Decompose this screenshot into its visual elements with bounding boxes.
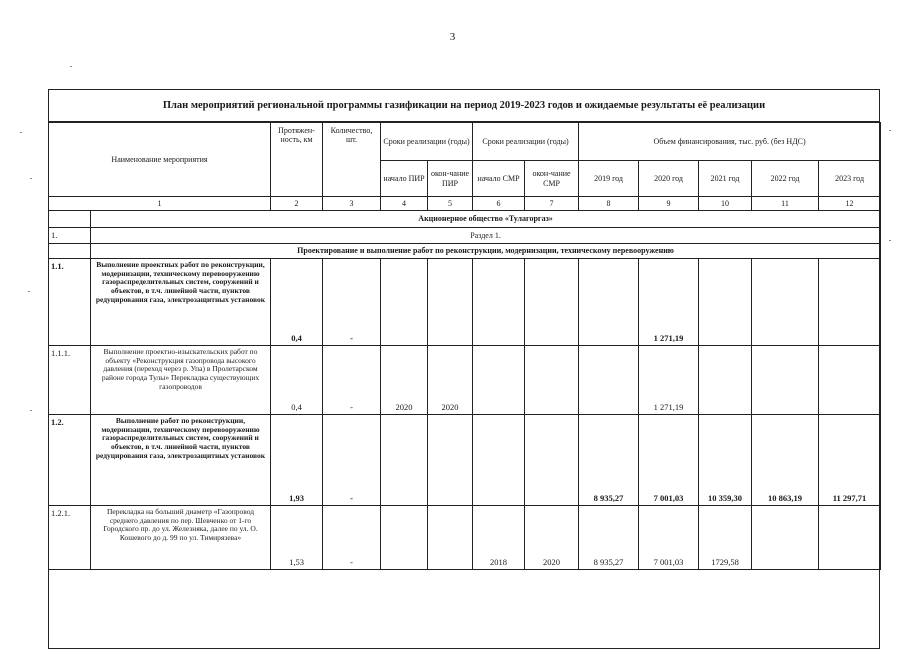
header-year-2019: 2019 год bbox=[579, 161, 639, 197]
row-smr-end bbox=[525, 415, 579, 506]
header-smr-start: начало СМР bbox=[473, 161, 525, 197]
row-smr-end bbox=[525, 259, 579, 346]
column-number: 9 bbox=[639, 197, 699, 211]
table-row bbox=[49, 259, 881, 346]
row-y2021: 10 359,30 bbox=[699, 415, 752, 506]
table-row bbox=[49, 415, 881, 506]
column-number: 7 bbox=[525, 197, 579, 211]
header-name: Наименование мероприятия bbox=[49, 123, 271, 197]
row-y2022 bbox=[752, 259, 819, 346]
header-smr-period: Сроки реализации (годы) bbox=[473, 123, 579, 161]
row-pir-start bbox=[381, 506, 428, 570]
scan-speck bbox=[28, 291, 30, 292]
row-y2023: 11 297,71 bbox=[819, 415, 881, 506]
column-number: 1 bbox=[49, 197, 271, 211]
row-y2019 bbox=[579, 259, 639, 346]
row-quantity: - bbox=[323, 415, 381, 506]
row-pir-end bbox=[428, 259, 473, 346]
row-code: 1.2.1. bbox=[49, 506, 91, 570]
row-description: Выполнение проектно-изыскательских работ по объекту «Реконструкция газопровода высокого давления (переход через р. Упа) в Пролетарском районе города Тулы» Перекладка существующих газопроводов bbox=[91, 346, 271, 415]
row-smr-end: 2020 bbox=[525, 506, 579, 570]
row-y2022 bbox=[752, 346, 819, 415]
row-length: 1,53 bbox=[271, 506, 323, 570]
row-description: Перекладка на больший диаметр «Газопровод среднего давления по пер. Шевченко от 1-го Городского пр. до ул. Железняка, далее по ул. О. Кошевого до д. 99 по ул. Тимирязева» bbox=[91, 506, 271, 570]
row-y2020: 1 271,19 bbox=[639, 346, 699, 415]
header-pir-period: Сроки реализации (годы) bbox=[381, 123, 473, 161]
row-code: 1.1.1. bbox=[49, 346, 91, 415]
row-smr-start bbox=[473, 259, 525, 346]
header-year-2020: 2020 год bbox=[639, 161, 699, 197]
row-smr-start bbox=[473, 346, 525, 415]
scan-speck bbox=[30, 178, 32, 179]
column-number-row bbox=[49, 197, 881, 211]
column-number: 3 bbox=[323, 197, 381, 211]
header-year-2022: 2022 год bbox=[752, 161, 819, 197]
scan-speck bbox=[20, 132, 22, 133]
row-quantity: - bbox=[323, 506, 381, 570]
row-pir-start bbox=[381, 259, 428, 346]
header-pir-end: окон-чание ПИР bbox=[428, 161, 473, 197]
column-number: 12 bbox=[819, 197, 881, 211]
row-y2020: 7 001,03 bbox=[639, 506, 699, 570]
column-number: 6 bbox=[473, 197, 525, 211]
row-y2021: 1729,58 bbox=[699, 506, 752, 570]
page-number: 3 bbox=[449, 31, 456, 43]
row-pir-end bbox=[428, 506, 473, 570]
row-length: 1,93 bbox=[271, 415, 323, 506]
header-funding: Объем финансирования, тыс. руб. (без НДС) bbox=[579, 123, 881, 161]
header-pir-start: начало ПИР bbox=[381, 161, 428, 197]
row-code: 1.2. bbox=[49, 415, 91, 506]
scan-speck bbox=[889, 240, 891, 241]
row-pir-end: 2020 bbox=[428, 346, 473, 415]
organization-name: Акционерное общество «Тулагоргаз» bbox=[91, 211, 881, 228]
row-y2021 bbox=[699, 259, 752, 346]
table-row bbox=[49, 346, 881, 415]
plan-table bbox=[48, 122, 881, 570]
header-quantity: Количество, шт. bbox=[323, 123, 381, 197]
column-number: 11 bbox=[752, 197, 819, 211]
row-y2023 bbox=[819, 346, 881, 415]
section-code: 1. bbox=[49, 228, 91, 244]
column-number: 8 bbox=[579, 197, 639, 211]
column-number: 5 bbox=[428, 197, 473, 211]
row-y2022: 10 863,19 bbox=[752, 415, 819, 506]
row-pir-start: 2020 bbox=[381, 346, 428, 415]
column-number: 2 bbox=[271, 197, 323, 211]
row-description: Выполнение работ по реконструкции, модернизации, техническому перевооружению газораспределительных систем, сооружений и объектов, в т.ч. линейной части, пунктов редуцирования газа, электрозащитных установок bbox=[91, 415, 271, 506]
column-number: 10 bbox=[699, 197, 752, 211]
row-smr-start: 2018 bbox=[473, 506, 525, 570]
header-smr-end: окон-чание СМР bbox=[525, 161, 579, 197]
row-pir-start bbox=[381, 415, 428, 506]
row-length: 0,4 bbox=[271, 259, 323, 346]
scan-speck bbox=[70, 66, 72, 67]
row-code: 1.1. bbox=[49, 259, 91, 346]
row-smr-start bbox=[473, 415, 525, 506]
row-y2023 bbox=[819, 259, 881, 346]
row-y2020: 1 271,19 bbox=[639, 259, 699, 346]
header-year-2021: 2021 год bbox=[699, 161, 752, 197]
row-smr-end bbox=[525, 346, 579, 415]
row-y2023 bbox=[819, 506, 881, 570]
table-row bbox=[49, 506, 881, 570]
subsection-title: Проектирование и выполнение работ по реконструкции, модернизации, техническому перевооружению bbox=[91, 244, 881, 259]
empty-cell bbox=[49, 211, 91, 228]
row-quantity: - bbox=[323, 259, 381, 346]
header-year-2023: 2023 год bbox=[819, 161, 881, 197]
row-y2019: 8 935,27 bbox=[579, 506, 639, 570]
row-pir-end bbox=[428, 415, 473, 506]
scan-speck bbox=[889, 130, 891, 131]
row-y2019 bbox=[579, 346, 639, 415]
header-length: Протяжен-ность, км bbox=[271, 123, 323, 197]
document-title: План мероприятий региональной программы газификации на период 2019-2023 годов и ожидаемые результаты её реализации bbox=[48, 89, 880, 122]
scan-speck bbox=[30, 410, 32, 411]
row-y2020: 7 001,03 bbox=[639, 415, 699, 506]
section-label: Раздел 1. bbox=[91, 228, 881, 244]
row-y2022 bbox=[752, 506, 819, 570]
row-length: 0,4 bbox=[271, 346, 323, 415]
column-number: 4 bbox=[381, 197, 428, 211]
row-y2019: 8 935,27 bbox=[579, 415, 639, 506]
row-description: Выполнение проектных работ по реконструкции, модернизации, техническому перевооружению газораспределительных систем, сооружений и объектов, в т.ч. линейной части, пунктов редуцирования газа, электрозащитных установок bbox=[91, 259, 271, 346]
row-quantity: - bbox=[323, 346, 381, 415]
empty-cell bbox=[49, 244, 91, 259]
row-y2021 bbox=[699, 346, 752, 415]
